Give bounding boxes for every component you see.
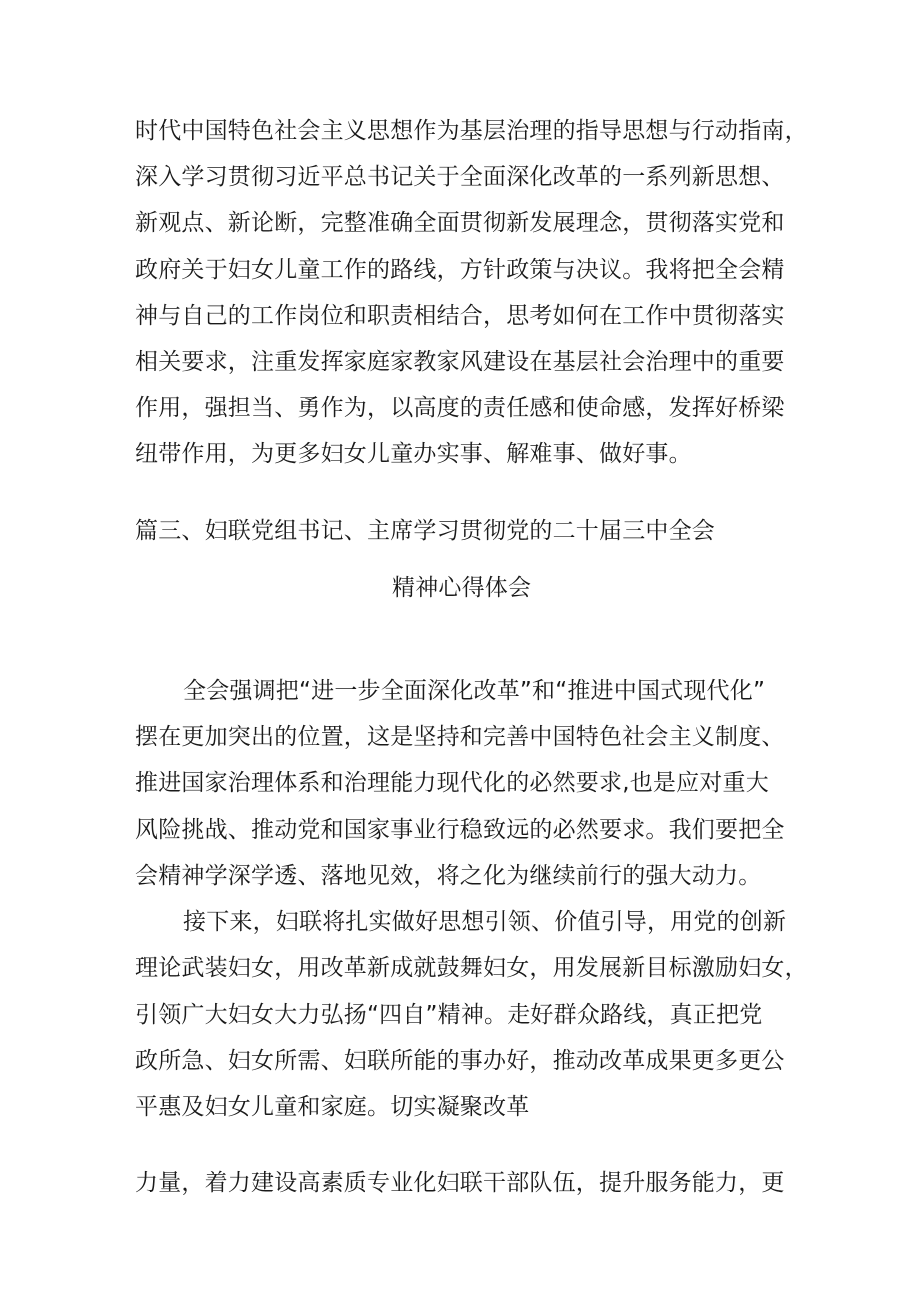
body-text-line: 理论武装妇女，用改革新成就鼓舞妇女，用发展新目标激励妇女， — [135, 955, 808, 981]
body-text-line: 时代中国特色社会主义思想作为基层治理的指导思想与行动指南， — [135, 118, 808, 144]
body-text-line: 深入学习贯彻习近平总书记关于全面深化改革的一系列新思想、 — [135, 164, 785, 190]
section-title-line-2: 精神心得体会 — [392, 575, 532, 601]
body-text-line: 全会强调把“进一步全面深化改革”和“推进中国式现代化” — [183, 678, 766, 704]
section-title-line-1: 篇三、妇联党组书记、主席学习贯彻党的二十届三中全会 — [135, 518, 715, 544]
body-text-line: 神与自己的工作岗位和职责相结合，思考如何在工作中贯彻落实 — [135, 303, 785, 329]
body-text-line: 新观点、新论断，完整准确全面贯彻新发展理念，贯彻落实党和 — [135, 210, 785, 236]
body-text-line: 摆在更加突出的位置，这是坚持和完善中国特色社会主义制度、 — [135, 724, 785, 750]
body-text-line: 相关要求，注重发挥家庭家教家风建设在基层社会治理中的重要 — [135, 349, 785, 375]
body-text-line: 纽带作用，为更多妇女儿童办实事、解难事、做好事。 — [135, 441, 692, 467]
body-text-line: 平惠及妇女儿童和家庭。切实凝聚改革 — [135, 1094, 530, 1120]
body-text-line: 政府关于妇女儿童工作的路线，方针政策与决议。我将把全会精 — [135, 257, 785, 283]
body-text-line: 风险挑战、推动党和国家事业行稳致远的必然要求。我们要把全 — [135, 817, 785, 843]
body-text-line: 推进国家治理体系和治理能力现代化的必然要求,也是应对重大 — [135, 770, 769, 796]
body-text-line: 作用，强担当、勇作为，以高度的责任感和使命感，发挥好桥梁 — [135, 395, 785, 421]
body-text-line: 会精神学深学透、落地见效，将之化为继续前行的强大动力。 — [135, 863, 762, 889]
body-text-line: 引领广大妇女大力弘扬“四自”精神。走好群众路线，真正把党 — [135, 1002, 763, 1028]
body-text-line: 力量，着力建设高素质专业化妇联干部队伍，提升服务能力，更 — [135, 1170, 785, 1196]
body-text-line: 接下来，妇联将扎实做好思想引领、价值引导，用党的创新 — [183, 909, 787, 935]
body-text-line: 政所急、妇女所需、妇联所能的事办好，推动改革成果更多更公 — [135, 1048, 785, 1074]
